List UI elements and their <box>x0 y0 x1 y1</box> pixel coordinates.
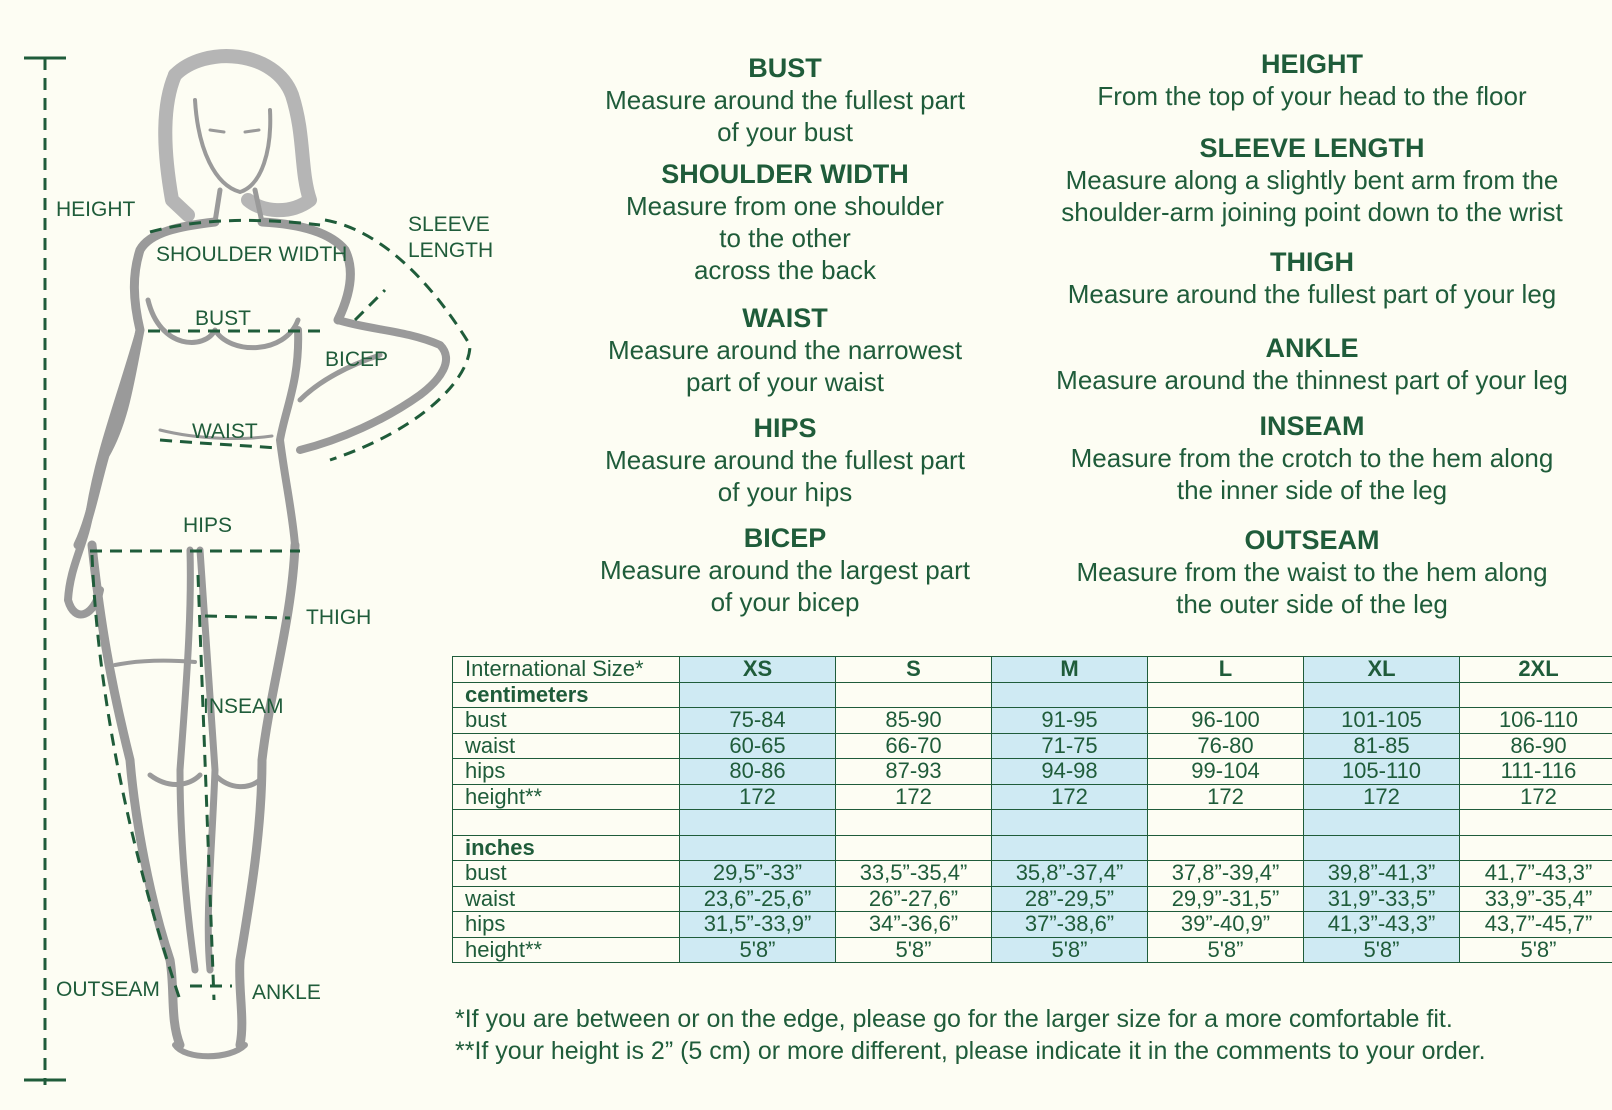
table-cell: 172 <box>1304 784 1460 810</box>
section-label: inches <box>453 835 680 861</box>
table-cell: 41,7”-43,3” <box>1460 861 1612 887</box>
measure-title: SHOULDER WIDTH <box>661 159 909 189</box>
label-sleeve-line1: SLEEVE <box>408 213 490 236</box>
measure-shoulder-width <box>560 158 1010 286</box>
measure-desc-line: Measure around the fullest part <box>605 85 965 115</box>
measure-desc-line: Measure around the fullest part <box>605 445 965 475</box>
size-header: L <box>1148 657 1304 683</box>
table-cell: 5'8” <box>1460 937 1612 963</box>
size-header: S <box>836 657 992 683</box>
table-cell: 85-90 <box>836 708 992 734</box>
row-label: bust <box>453 708 680 734</box>
table-cell: 26”-27,6” <box>836 886 992 912</box>
measure-title: SLEEVE LENGTH <box>1199 133 1425 163</box>
table-cell: 86-90 <box>1460 733 1612 759</box>
table-cell: 91-95 <box>992 708 1148 734</box>
measure-height <box>1012 48 1612 112</box>
measure-inseam <box>1012 410 1612 506</box>
measure-desc-line: Measure around the thinnest part of your leg <box>1056 365 1568 395</box>
size-header: XL <box>1304 657 1460 683</box>
table-cell: 37,8”-39,4” <box>1148 861 1304 887</box>
table-cell: 5'8” <box>992 937 1148 963</box>
measure-desc-line: Measure around the fullest part of your leg <box>1067 279 1557 309</box>
bicep-guide <box>355 290 385 320</box>
measure-title: WAIST <box>742 303 828 333</box>
label-ankle: ANKLE <box>252 981 321 1004</box>
table-cell: 106-110 <box>1460 708 1612 734</box>
table-row <box>453 937 1612 963</box>
measure-desc-line: Measure along a slightly bent arm from the <box>1065 165 1559 195</box>
label-sleeve-line2: LENGTH <box>408 239 494 262</box>
measure-hips <box>560 412 1010 508</box>
measure-desc-line: of your bicep <box>710 587 860 617</box>
table-cell: 87-93 <box>836 759 992 785</box>
table-row <box>453 912 1612 938</box>
table-row <box>453 886 1612 912</box>
table-cell: 33,5”-35,4” <box>836 861 992 887</box>
footnote-size: *If you are between or on the edge, please go for the larger size for a more comfortable fit. <box>455 1005 1453 1033</box>
measure-desc-line: Measure around the narrowest <box>607 335 963 365</box>
spacer-row <box>453 810 1612 836</box>
measure-ankle <box>1012 332 1612 396</box>
table-row <box>453 708 1612 734</box>
table-cell: 5'8” <box>1304 937 1460 963</box>
measure-desc-line: the inner side of the leg <box>1176 475 1448 505</box>
size-header: M <box>992 657 1148 683</box>
table-cell: 99-104 <box>1148 759 1304 785</box>
size-table <box>452 656 1612 963</box>
table-cell: 101-105 <box>1304 708 1460 734</box>
table-cell: 172 <box>680 784 836 810</box>
table-cell: 76-80 <box>1148 733 1304 759</box>
label-shoulder-width: SHOULDER WIDTH <box>156 243 348 266</box>
label-height: HEIGHT <box>56 198 136 221</box>
table-row <box>453 861 1612 887</box>
row-label: bust <box>453 861 680 887</box>
measure-waist <box>560 302 1010 398</box>
table-cell: 5'8” <box>836 937 992 963</box>
table-cell: 35,8”-37,4” <box>992 861 1148 887</box>
table-cell: 5'8” <box>1148 937 1304 963</box>
section-row <box>453 835 1612 861</box>
table-cell: 71-75 <box>992 733 1148 759</box>
row-label: height** <box>453 784 680 810</box>
table-cell: 34”-36,6” <box>836 912 992 938</box>
measure-title: THIGH <box>1270 247 1354 277</box>
measure-bicep <box>560 522 1010 618</box>
table-cell: 23,6”-25,6” <box>680 886 836 912</box>
measure-desc-line: across the back <box>693 255 877 285</box>
row-label: height** <box>453 937 680 963</box>
table-cell: 5'8” <box>680 937 836 963</box>
thigh-guide <box>205 616 290 618</box>
table-cell: 29,9”-31,5” <box>1148 886 1304 912</box>
measure-title: INSEAM <box>1259 411 1365 441</box>
row-label: hips <box>453 912 680 938</box>
size-header: 2XL <box>1460 657 1612 683</box>
footnote-height: **If your height is 2” (5 cm) or more different, please indicate it in the comments to your order. <box>455 1037 1486 1065</box>
table-cell: 96-100 <box>1148 708 1304 734</box>
table-cell: 41,3”-43,3” <box>1304 912 1460 938</box>
table-cell: 66-70 <box>836 733 992 759</box>
table-cell: 39”-40,9” <box>1148 912 1304 938</box>
table-cell: 31,9”-33,5” <box>1304 886 1460 912</box>
table-cell: 60-65 <box>680 733 836 759</box>
measure-desc-line: Measure around the largest part <box>600 555 970 585</box>
table-cell: 33,9”-35,4” <box>1460 886 1612 912</box>
table-cell: 172 <box>992 784 1148 810</box>
measure-bust <box>560 52 1010 148</box>
measure-desc-line: shoulder-arm joining point down to the wrist <box>1061 197 1563 227</box>
measure-desc-line: the outer side of the leg <box>1176 589 1448 619</box>
section-row <box>453 682 1612 708</box>
label-thigh: THIGH <box>306 606 372 629</box>
table-row <box>453 759 1612 785</box>
table-cell: 172 <box>1460 784 1612 810</box>
table-cell: 111-116 <box>1460 759 1612 785</box>
header-label: International Size* <box>453 657 680 683</box>
measure-title: BICEP <box>743 523 827 553</box>
measure-desc-line: From the top of your head to the floor <box>1097 81 1527 111</box>
table-cell: 37”-38,6” <box>992 912 1148 938</box>
table-cell: 31,5”-33,9” <box>680 912 836 938</box>
size-header: XS <box>680 657 836 683</box>
table-cell: 29,5”-33” <box>680 861 836 887</box>
table-cell: 172 <box>1148 784 1304 810</box>
section-label: centimeters <box>453 682 680 708</box>
table-cell: 81-85 <box>1304 733 1460 759</box>
label-waist: WAIST <box>192 420 258 443</box>
measure-sleeve-length <box>1012 132 1612 228</box>
table-cell: 80-86 <box>680 759 836 785</box>
label-bust: BUST <box>195 307 252 330</box>
row-label: hips <box>453 759 680 785</box>
label-hips: HIPS <box>183 514 233 537</box>
table-row <box>453 784 1612 810</box>
row-label: waist <box>453 733 680 759</box>
table-header-row <box>453 657 1612 683</box>
measure-outseam <box>1012 524 1612 620</box>
table-row <box>453 733 1612 759</box>
label-bicep: BICEP <box>325 348 389 371</box>
measure-title: ANKLE <box>1265 333 1359 363</box>
measure-desc-line: Measure from one shoulder <box>626 191 944 221</box>
label-outseam: OUTSEAM <box>56 978 160 1001</box>
measure-desc-line: Measure from the waist to the hem along <box>1076 557 1548 587</box>
table-cell: 75-84 <box>680 708 836 734</box>
measure-title: OUTSEAM <box>1244 525 1380 555</box>
measure-desc-line: of your hips <box>717 477 853 507</box>
table-cell: 105-110 <box>1304 759 1460 785</box>
measure-thigh <box>1012 246 1612 310</box>
table-cell: 43,7”-45,7” <box>1460 912 1612 938</box>
measure-desc-line: to the other <box>719 223 851 253</box>
measure-title: BUST <box>748 53 822 83</box>
table-cell: 39,8”-41,3” <box>1304 861 1460 887</box>
table-cell: 94-98 <box>992 759 1148 785</box>
table-cell: 28”-29,5” <box>992 886 1148 912</box>
measure-desc-line: of your bust <box>717 117 853 147</box>
measure-desc-line: part of your waist <box>686 367 884 397</box>
measure-desc-line: Measure from the crotch to the hem along <box>1070 443 1554 473</box>
label-inseam: INSEAM <box>203 695 284 718</box>
table-cell: 172 <box>836 784 992 810</box>
measure-title: HIPS <box>753 413 817 443</box>
row-label: waist <box>453 886 680 912</box>
measure-title: HEIGHT <box>1260 49 1363 79</box>
